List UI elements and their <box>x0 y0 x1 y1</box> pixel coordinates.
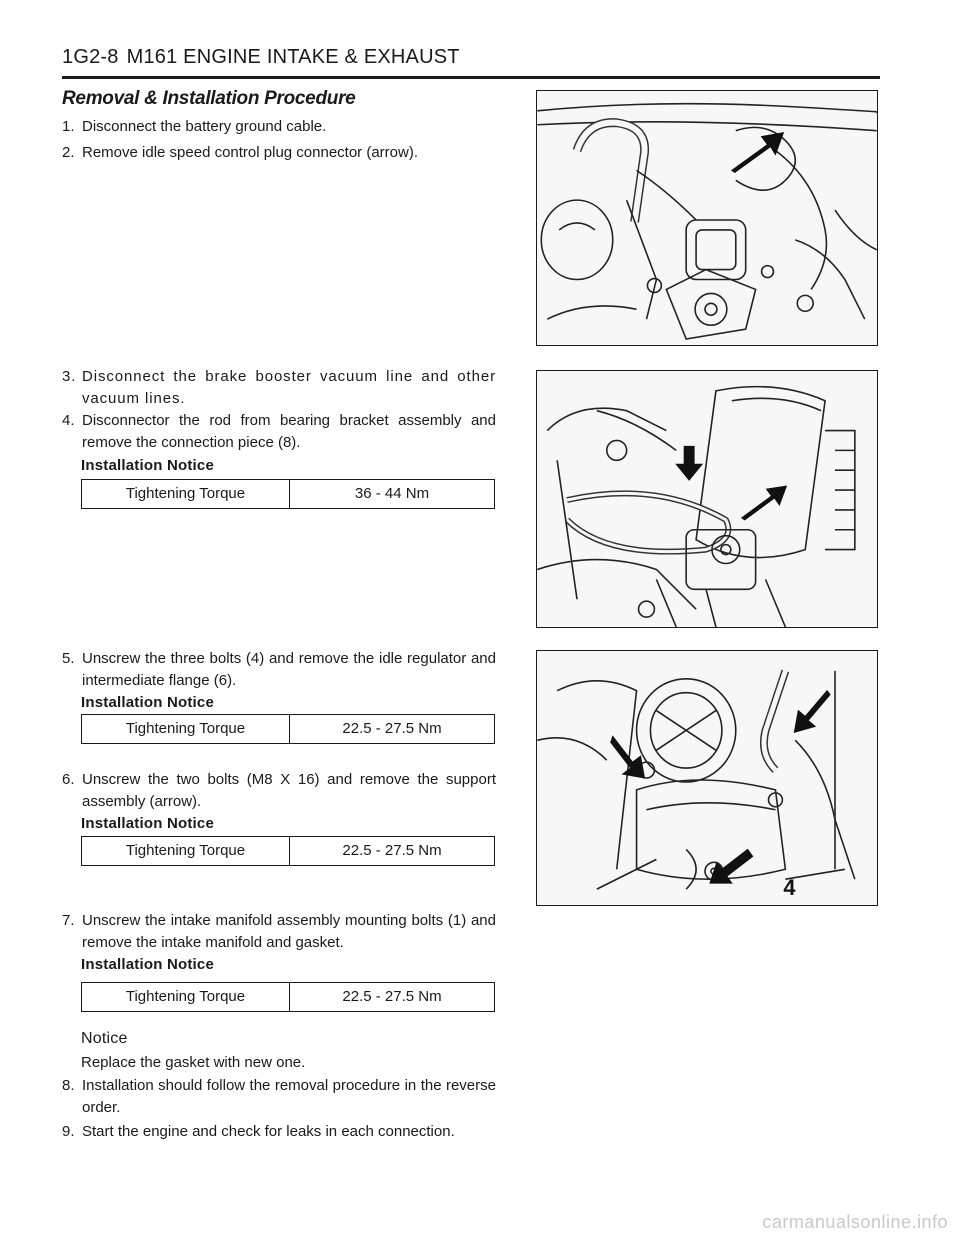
engine-illustration-1 <box>537 91 877 345</box>
torque-label: Tightening Torque <box>82 715 290 743</box>
step-number: 6. <box>62 771 75 788</box>
installation-notice-label: Installation Notice <box>81 815 214 832</box>
figure-idle-regulator <box>536 650 878 906</box>
watermark: carmanualsonline.info <box>762 1212 948 1232</box>
step-9 <box>62 1121 496 1143</box>
step-text: Start the engine and check for leaks in each connection. <box>82 1123 455 1140</box>
step-1 <box>62 116 496 138</box>
step-number: 4. <box>62 412 75 429</box>
torque-label: Tightening Torque <box>82 837 290 865</box>
figure-callout-4: 4 <box>783 875 796 901</box>
step-3 <box>62 366 496 410</box>
step-2 <box>62 142 496 164</box>
torque-value: 36 - 44 Nm <box>354 485 430 502</box>
step-text: Unscrew the intake manifold assembly mounting bolts (1) and remove the intake manifold and gasket. <box>82 912 496 951</box>
torque-label: Tightening Torque <box>82 983 290 1011</box>
torque-table-1 <box>81 479 495 509</box>
torque-value: 22.5 - 27.5 Nm <box>342 988 442 1005</box>
engine-illustration-2 <box>537 371 877 627</box>
step-number: 8. <box>62 1077 75 1094</box>
chapter-title: M161 ENGINE INTAKE & EXHAUST <box>126 46 460 68</box>
notice-label: Notice <box>81 1030 128 1047</box>
installation-notice-label: Installation Notice <box>81 956 214 973</box>
notice-text: Replace the gasket with new one. <box>81 1054 306 1071</box>
figure-vacuum-lines <box>536 370 878 628</box>
step-4 <box>62 410 496 454</box>
torque-table-4 <box>81 982 495 1012</box>
step-number: 5. <box>62 650 75 667</box>
step-5 <box>62 648 496 692</box>
step-text: Unscrew the three bolts (4) and remove the idle regulator and intermediate flange (6). <box>82 650 496 689</box>
step-number: 2. <box>62 144 75 161</box>
step-text: Installation should follow the removal procedure in the reverse order. <box>82 1077 496 1116</box>
torque-table-3 <box>81 836 495 866</box>
torque-label: Tightening Torque <box>82 480 290 508</box>
step-text: Disconnect the battery ground cable. <box>82 118 327 135</box>
step-number: 3. <box>62 368 77 385</box>
step-number: 7. <box>62 912 75 929</box>
page-header <box>62 46 880 79</box>
step-number: 9. <box>62 1123 75 1140</box>
torque-value: 22.5 - 27.5 Nm <box>342 842 442 859</box>
step-text: Unscrew the two bolts (M8 X 16) and remove the support assembly (arrow). <box>82 771 496 810</box>
step-7 <box>62 910 496 954</box>
page-number: 1G2-8 <box>62 46 119 68</box>
step-8 <box>62 1075 496 1119</box>
step-6 <box>62 769 496 813</box>
step-text: Remove idle speed control plug connector (arrow). <box>82 144 418 161</box>
installation-notice-label: Installation Notice <box>81 694 214 711</box>
torque-value: 22.5 - 27.5 Nm <box>342 720 442 737</box>
figure-idle-speed-connector <box>536 90 878 346</box>
step-text: Disconnect the brake booster vacuum line and other vacuum lines. <box>82 368 496 407</box>
torque-table-2 <box>81 714 495 744</box>
step-text: Disconnector the rod from bearing bracket assembly and remove the connection piece (8). <box>82 412 496 451</box>
installation-notice-label: Installation Notice <box>81 457 214 474</box>
step-number: 1. <box>62 118 75 135</box>
section-title: Removal & Installation Procedure <box>62 88 356 109</box>
engine-illustration-3 <box>537 651 877 905</box>
header-text <box>62 46 460 69</box>
